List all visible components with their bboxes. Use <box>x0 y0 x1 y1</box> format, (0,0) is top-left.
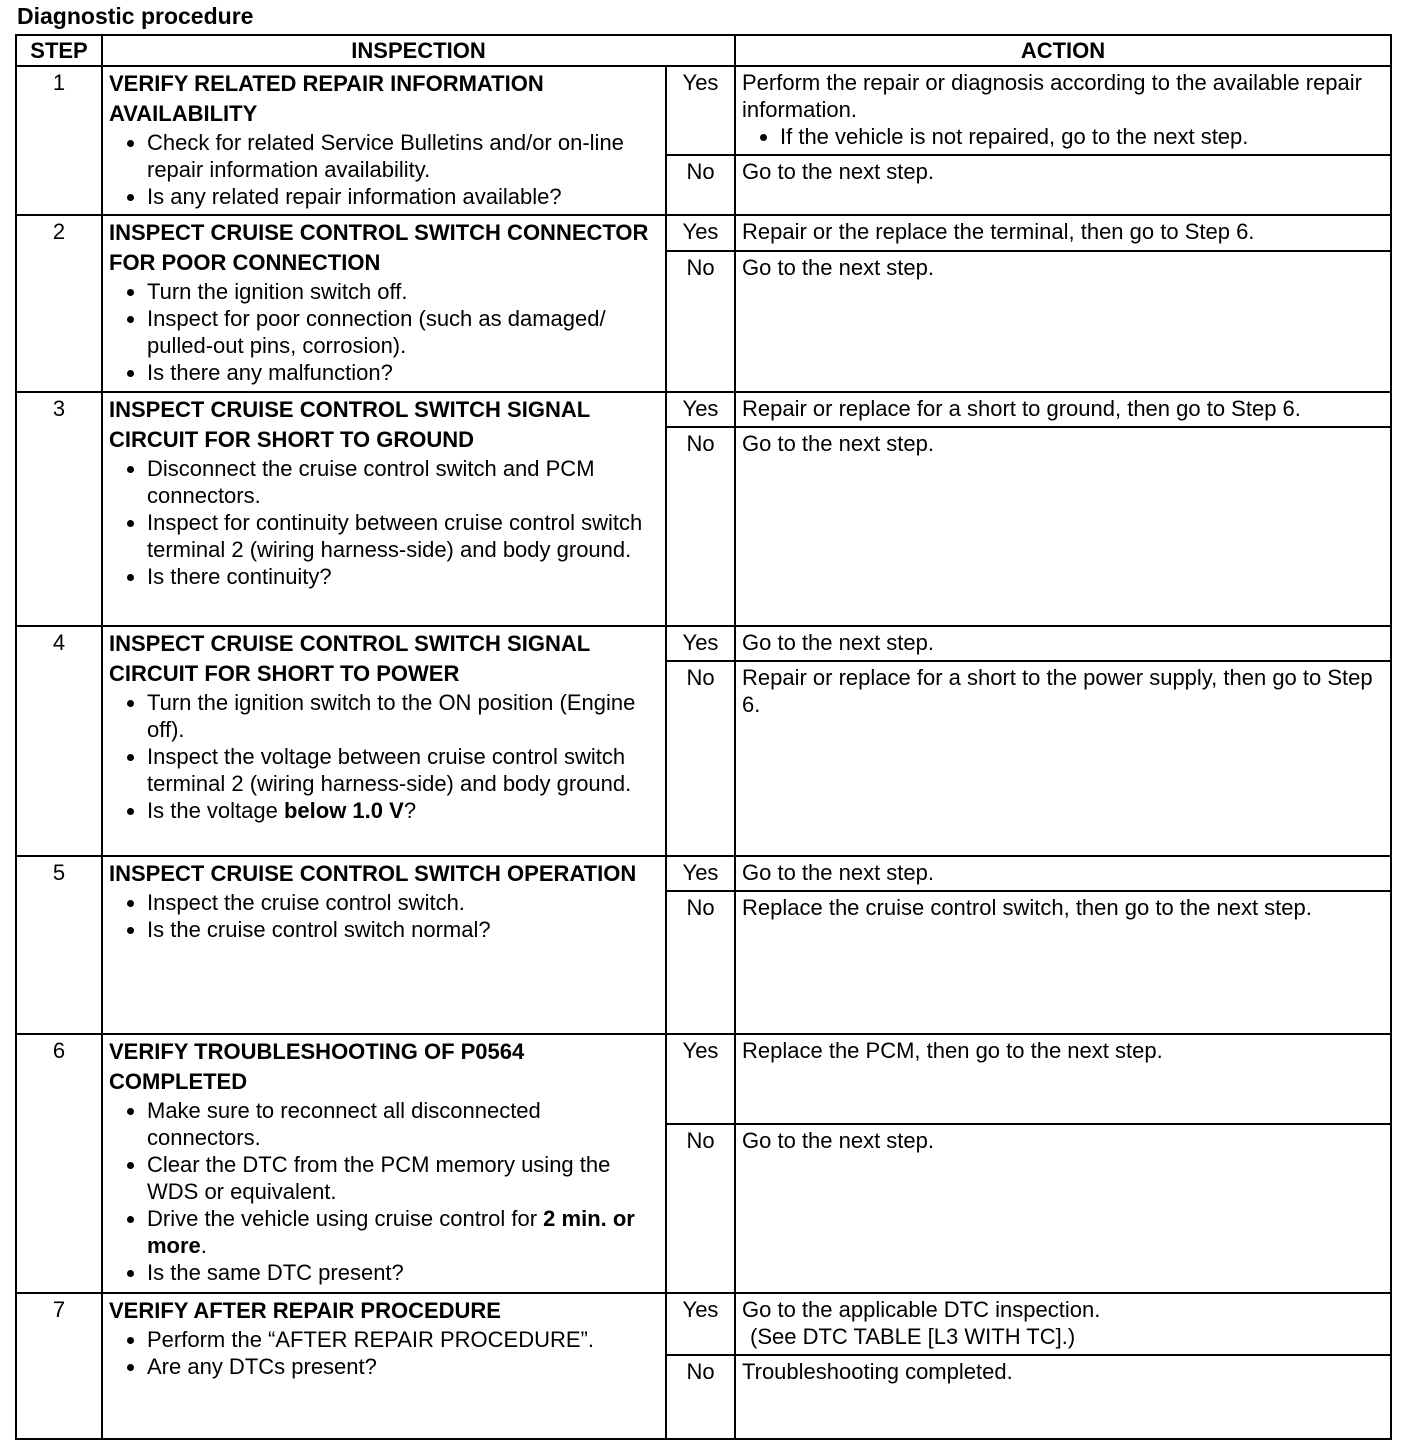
yes-action <box>735 66 1391 155</box>
step-row <box>16 626 1391 661</box>
inspection-title: VERIFY AFTER REPAIR PROCEDURE <box>109 1298 501 1324</box>
inspection-list <box>109 278 659 386</box>
step-number: 1 <box>16 66 102 215</box>
step-number: 6 <box>16 1034 102 1294</box>
step-number: 2 <box>16 215 102 392</box>
inspection-cell <box>102 1293 666 1439</box>
step-row <box>16 215 1391 250</box>
yes-label: Yes <box>666 626 735 661</box>
inspection-item: • Inspect for poor connection (such as damaged/ pulled-out pins, corrosion). <box>147 305 659 359</box>
inspection-item: • Inspect the voltage between cruise control switch terminal 2 (wiring harness-side) and body ground. <box>147 743 659 797</box>
inspection-item: • Check for related Service Bulletins and/or on-line repair information availability. <box>147 129 659 183</box>
inspection-title: VERIFY TROUBLESHOOTING OF P0564 COMPLETED <box>109 1038 525 1094</box>
no-action: Troubleshooting completed. <box>735 1355 1391 1439</box>
inspection-title: INSPECT CRUISE CONTROL SWITCH SIGNAL CIRCUIT FOR SHORT TO GROUND <box>109 396 590 452</box>
inspection-cell <box>102 1034 666 1294</box>
inspection-cell <box>102 626 666 857</box>
step-row <box>16 1293 1391 1354</box>
step-row <box>16 1034 1391 1124</box>
inspection-list <box>109 889 659 943</box>
yes-action: Repair or the replace the terminal, then go to Step 6. <box>735 215 1391 250</box>
inspection-list <box>109 1326 659 1380</box>
no-action: Go to the next step. <box>735 155 1391 215</box>
yes-label: Yes <box>666 66 735 155</box>
yes-action: Go to the next step. <box>735 626 1391 661</box>
inspection-item-text: ? <box>403 797 417 823</box>
step-number: 4 <box>16 626 102 857</box>
inspection-item-bold: 2 min. or more <box>147 1205 635 1258</box>
yes-label: Yes <box>666 392 735 427</box>
yes-action <box>735 1293 1391 1354</box>
inspection-title: INSPECT CRUISE CONTROL SWITCH OPERATION <box>109 861 637 887</box>
step-row <box>16 856 1391 891</box>
inspection-item: • Is the cruise control switch normal? <box>147 916 659 943</box>
no-label: No <box>666 891 735 1033</box>
no-label: No <box>666 1355 735 1439</box>
inspection-item: • Inspect the cruise control switch. <box>147 889 659 916</box>
inspection-item: • Is there any malfunction? <box>147 359 659 386</box>
header-action: ACTION <box>735 35 1391 66</box>
inspection-title: INSPECT CRUISE CONTROL SWITCH SIGNAL CIRCUIT FOR SHORT TO POWER <box>109 630 590 686</box>
inspection-item <box>147 1205 659 1259</box>
inspection-item: • Turn the ignition switch to the ON position (Engine off). <box>147 689 659 743</box>
inspection-item-text: . <box>200 1232 207 1258</box>
page-title: Diagnostic procedure <box>17 3 254 29</box>
inspection-item: • Disconnect the cruise control switch and PCM connectors. <box>147 455 659 509</box>
step-number: 7 <box>16 1293 102 1439</box>
step-row <box>16 392 1391 427</box>
no-action: Go to the next step. <box>735 427 1391 626</box>
inspection-title: VERIFY RELATED REPAIR INFORMATION AVAILABILITY <box>109 71 544 126</box>
inspection-cell <box>102 856 666 1034</box>
header-step: STEP <box>16 35 102 66</box>
yes-label: Yes <box>666 856 735 891</box>
inspection-title: INSPECT CRUISE CONTROL SWITCH CONNECTOR FOR POOR CONNECTION <box>109 220 649 276</box>
yes-action-list <box>742 123 1384 150</box>
diagnostic-procedure-table <box>15 34 1392 1440</box>
inspection-item: • Is the same DTC present? <box>147 1259 659 1286</box>
yes-action-text: Perform the repair or diagnosis according to the available repair information. <box>742 70 1362 122</box>
header-row <box>16 35 1391 66</box>
no-action: Repair or replace for a short to the power supply, then go to Step 6. <box>735 661 1391 857</box>
yes-action-subitem: • If the vehicle is not repaired, go to the next step. <box>780 123 1384 150</box>
inspection-item: • Is there continuity? <box>147 563 659 590</box>
yes-label: Yes <box>666 215 735 250</box>
no-action: Go to the next step. <box>735 1124 1391 1293</box>
no-label: No <box>666 155 735 215</box>
header-inspection: INSPECTION <box>102 35 735 66</box>
inspection-item: • Are any DTCs present? <box>147 1353 659 1380</box>
inspection-list <box>109 1097 659 1286</box>
inspection-item: • Turn the ignition switch off. <box>147 278 659 305</box>
inspection-item: • Is any related repair information available? <box>147 183 659 210</box>
inspection-item-text: Is the voltage <box>147 797 284 823</box>
step-number: 3 <box>16 392 102 626</box>
inspection-item-text: Drive the vehicle using cruise control for <box>147 1205 544 1231</box>
yes-label: Yes <box>666 1293 735 1354</box>
yes-action-reference: (See DTC TABLE [L3 WITH TC].) <box>750 1324 1076 1350</box>
step-row <box>16 66 1391 155</box>
yes-action: Replace the PCM, then go to the next step. <box>735 1034 1391 1124</box>
yes-action: Repair or replace for a short to ground, then go to Step 6. <box>735 392 1391 427</box>
inspection-item: • Make sure to reconnect all disconnected connectors. <box>147 1097 659 1151</box>
inspection-item <box>147 797 659 824</box>
yes-action-text: Go to the applicable DTC inspection. <box>742 1297 1101 1323</box>
no-label: No <box>666 251 735 392</box>
no-label: No <box>666 427 735 626</box>
no-action: Replace the cruise control switch, then go to the next step. <box>735 891 1391 1033</box>
yes-action: Go to the next step. <box>735 856 1391 891</box>
inspection-item: • Inspect for continuity between cruise control switch terminal 2 (wiring harness-side) and body ground. <box>147 509 659 563</box>
inspection-list <box>109 689 659 824</box>
no-label: No <box>666 661 735 857</box>
yes-label: Yes <box>666 1034 735 1124</box>
inspection-cell <box>102 215 666 392</box>
inspection-list <box>109 455 659 590</box>
no-label: No <box>666 1124 735 1293</box>
inspection-cell <box>102 66 666 215</box>
inspection-cell <box>102 392 666 626</box>
inspection-item-bold: below 1.0 V <box>283 797 404 823</box>
inspection-item: • Clear the DTC from the PCM memory using the WDS or equivalent. <box>147 1151 659 1205</box>
inspection-list <box>109 129 659 210</box>
inspection-item: • Perform the “AFTER REPAIR PROCEDURE”. <box>147 1326 659 1353</box>
step-number: 5 <box>16 856 102 1034</box>
no-action: Go to the next step. <box>735 251 1391 392</box>
